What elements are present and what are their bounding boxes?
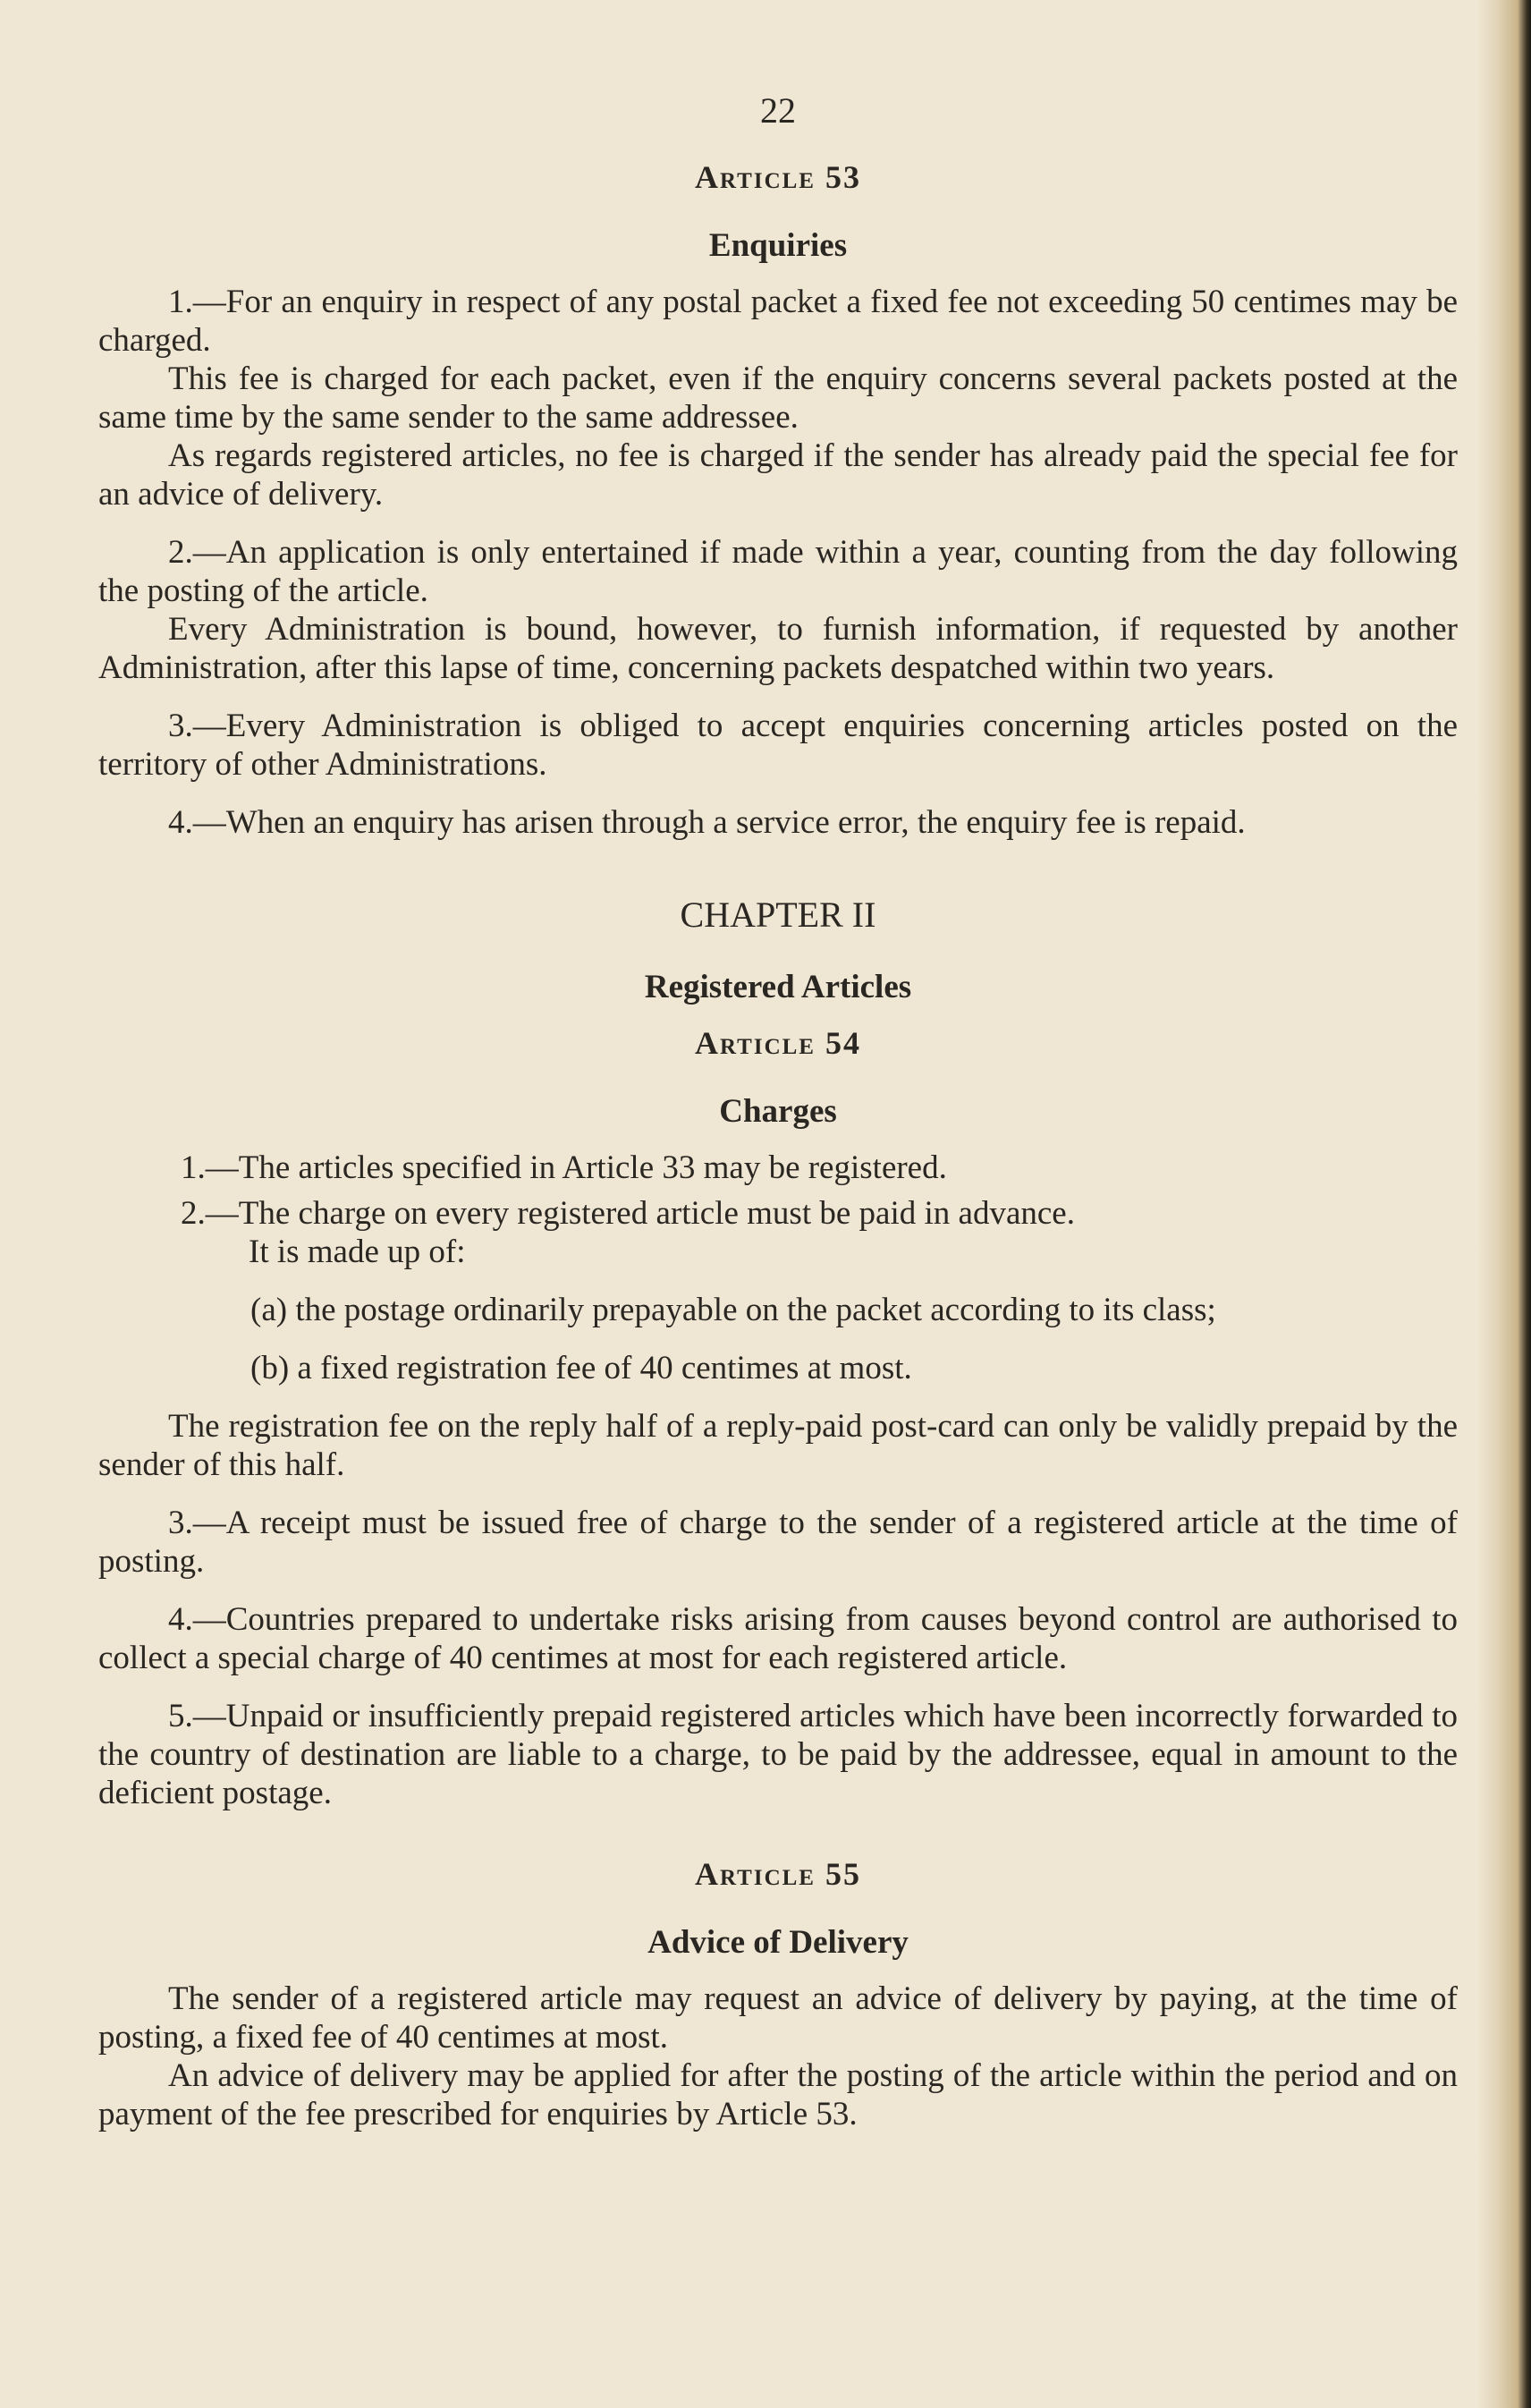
article-54-title: Charges <box>719 1093 837 1130</box>
article-54-para-2: 2.—The charge on every registered article must be paid in advance. <box>181 1195 1075 1232</box>
article-53-heading: Article 53 <box>695 159 861 195</box>
article-54-para-3: 3.—A receipt must be issued free of charge to the sender of a registered article at the time of posting. <box>98 1505 1458 1580</box>
chapter-title: CHAPTER II <box>680 895 876 935</box>
article-53-para-2: This fee is charged for each packet, even if the enquiry concerns several packets posted at the same time by the same sender to the same addressee. <box>98 360 1458 436</box>
article-54-para-1: 1.—The articles specified in Article 33 may be registered. <box>181 1149 947 1186</box>
page-number: 22 <box>760 90 796 131</box>
article-55-heading: Article 55 <box>695 1856 861 1892</box>
article-55-title: Advice of Delivery <box>647 1924 909 1961</box>
article-53-para-6: 3.—Every Administration is obliged to accept enquiries concerning articles posted on the territory of other Administrations. <box>98 708 1458 783</box>
document-page <box>98 89 1458 2133</box>
article-53-para-1: 1.—For an enquiry in respect of any postal packet a fixed fee not exceeding 50 centimes may be charged. <box>98 284 1458 359</box>
article-55-para-1: The sender of a registered article may request an advice of delivery by paying, at the time of posting, a fixed fee of 40 centimes at most. <box>98 1980 1458 2056</box>
article-53-para-4: 2.—An application is only entertained if made within a year, counting from the day following the posting of the article. <box>98 534 1458 609</box>
article-53-title: Enquiries <box>708 227 848 264</box>
article-54-para-4: 4.—Countries prepared to undertake risks arising from causes beyond control are authorised to collect a special charge of 40 centimes at most for each registered article. <box>98 1601 1458 1676</box>
article-54-para-5: 5.—Unpaid or insufficiently prepaid registered articles which have been incorrectly forwarded to the country of destination are liable to a charge, to be paid by the addressee, equal in amount to the deficient postage. <box>98 1698 1458 1811</box>
article-53-para-5: Every Administration is bound, however, to furnish information, if requested by another Administration, after this lapse of time, concerning packets despatched within two years. <box>98 611 1458 686</box>
article-54-para-2b: It is made up of: <box>249 1234 466 1270</box>
article-53-para-7: 4.—When an enquiry has arisen through a service error, the enquiry fee is repaid. <box>168 804 1246 841</box>
article-55-para-2: An advice of delivery may be applied for after the posting of the article within the period and on payment of the fee prescribed for enquiries by Article 53. <box>98 2057 1458 2132</box>
chapter-subtitle: Registered Articles <box>644 969 912 1005</box>
article-54-heading: Article 54 <box>695 1025 861 1061</box>
article-54-item-b: (b) a fixed registration fee of 40 centimes at most. <box>250 1350 912 1386</box>
article-54-item-a: (a) the postage ordinarily prepayable on the packet according to its class; <box>250 1292 1216 1328</box>
article-54-para-reply: The registration fee on the reply half of a reply-paid post-card can only be validly prepaid by the sender of this half. <box>98 1408 1458 1483</box>
page-edge-shadow <box>1477 0 1531 2408</box>
article-53-para-3: As regards registered articles, no fee is charged if the sender has already paid the special fee for an advice of delivery. <box>98 437 1458 513</box>
